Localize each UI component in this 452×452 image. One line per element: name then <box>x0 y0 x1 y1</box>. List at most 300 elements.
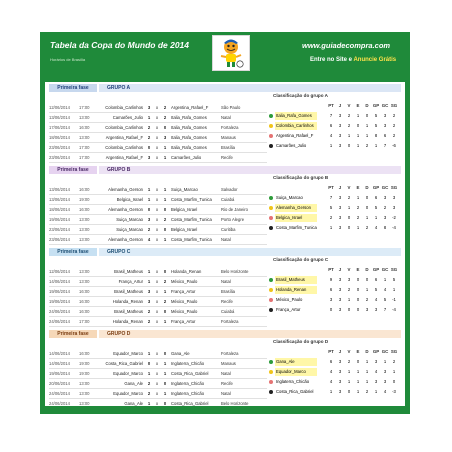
away-score[interactable]: 2 <box>163 115 167 120</box>
standings-col-sg: SG <box>390 349 398 354</box>
away-team: França_Artur <box>171 319 196 324</box>
away-score[interactable]: 1 <box>163 319 167 324</box>
match-venue: Manaus <box>221 135 236 140</box>
standings-team: Costa_Marfim_Tunica <box>276 225 317 230</box>
home-score[interactable]: 4 <box>147 237 151 242</box>
sheet-header <box>40 32 410 78</box>
mascot-logo <box>212 35 250 71</box>
standings-d: 1 <box>365 123 369 128</box>
standings-pt: 6 <box>329 359 333 364</box>
standings-gp: 5 <box>374 287 378 292</box>
standings-sg: 2 <box>392 133 396 138</box>
group-header <box>49 330 401 338</box>
match-time: 13:00 <box>79 135 90 140</box>
standings-col-pt: PT <box>328 267 334 272</box>
home-score[interactable]: 1 <box>147 197 151 202</box>
standings-header <box>273 349 403 357</box>
away-team: Inglaterra_Chicão <box>171 361 205 366</box>
match-date: 19/06/2014 <box>49 289 70 294</box>
score-separator: x <box>155 155 159 160</box>
standings-col-j: J <box>338 267 342 272</box>
standings-sg: -4 <box>392 225 396 230</box>
standings-j: 3 <box>338 379 342 384</box>
away-team: Inglaterra_Chicão <box>171 391 205 396</box>
group-name: GRUPO B <box>99 166 401 174</box>
match-time: 16:00 <box>79 187 90 192</box>
standings-gc: 7 <box>383 143 387 148</box>
away-team: Costa_Marfim_Tunica <box>171 217 212 222</box>
away-score[interactable]: 1 <box>163 391 167 396</box>
standings-e: 1 <box>356 369 360 374</box>
home-score[interactable]: 3 <box>147 155 151 160</box>
match-venue: Natal <box>221 391 231 396</box>
standings-v: 0 <box>347 389 351 394</box>
home-team: Camarões_Julio <box>112 115 143 120</box>
standings-j: 3 <box>338 359 342 364</box>
match-venue: Recife <box>221 299 233 304</box>
away-team: Camarões_Julio <box>171 155 202 160</box>
score-separator: x <box>155 319 159 324</box>
phase-label: Primeira fase <box>49 166 97 174</box>
standings-v: 2 <box>347 123 351 128</box>
away-score[interactable]: 2 <box>163 279 167 284</box>
away-score[interactable]: 0 <box>163 401 167 406</box>
match-venue: Recife <box>221 155 233 160</box>
home-score[interactable]: 1 <box>147 187 151 192</box>
standings-row <box>269 131 403 141</box>
standings-pt: 7 <box>329 113 333 118</box>
away-score[interactable]: 1 <box>163 155 167 160</box>
home-team: Colombia_Carlinhos <box>105 145 143 150</box>
group-panel <box>45 82 405 164</box>
away-team: Italia_Rafa_Gomes <box>171 145 207 150</box>
standings-sg: 1 <box>392 369 396 374</box>
match-time: 19:00 <box>79 197 90 202</box>
standings-e: 1 <box>356 133 360 138</box>
score-separator: x <box>155 381 159 386</box>
position-dot-icon <box>269 196 273 200</box>
standings-v: 1 <box>347 133 351 138</box>
standings-col-v: V <box>347 349 351 354</box>
score-separator: x <box>155 237 159 242</box>
standings-gp: 4 <box>374 369 378 374</box>
home-score[interactable]: 3 <box>147 105 151 110</box>
position-dot-icon <box>269 216 273 220</box>
away-score[interactable]: 2 <box>163 217 167 222</box>
home-team: Argentina_Rafael_F <box>105 155 143 160</box>
home-score[interactable]: 1 <box>147 279 151 284</box>
standings-d: 1 <box>365 369 369 374</box>
away-score[interactable]: 0 <box>163 125 167 130</box>
position-dot-icon <box>269 144 273 148</box>
row-divider <box>49 244 267 245</box>
score-separator: x <box>155 187 159 192</box>
home-score[interactable]: 1 <box>147 371 151 376</box>
match-time: 13:00 <box>79 391 90 396</box>
standings-pt: 4 <box>329 369 333 374</box>
match-venue: Brasília <box>221 145 235 150</box>
standings-v: 2 <box>347 359 351 364</box>
match-date: 24/06/2014 <box>49 319 70 324</box>
standings-team: Holanda_Renan <box>275 286 317 294</box>
away-score[interactable]: 2 <box>163 299 167 304</box>
match-time: 13:00 <box>79 217 90 222</box>
away-score[interactable]: 1 <box>163 361 167 366</box>
standings-team: Equador_Marco <box>275 368 317 376</box>
position-dot-icon <box>269 298 273 302</box>
home-team: Gana_Ale <box>124 381 143 386</box>
match-venue: Natal <box>221 279 231 284</box>
standings-gc: 1 <box>383 359 387 364</box>
standings-col-e: E <box>356 103 360 108</box>
site-link[interactable]: www.guiadecompra.com <box>302 41 391 50</box>
match-date: 24/06/2014 <box>49 401 70 406</box>
standings-d: 0 <box>365 195 369 200</box>
standings-e: 1 <box>356 225 360 230</box>
standings-col-pt: PT <box>328 103 334 108</box>
standings-team: Italia_Rafa_Gomes <box>275 112 317 120</box>
home-score[interactable]: 2 <box>147 125 151 130</box>
home-score[interactable]: 0 <box>147 361 151 366</box>
standings-sg: -4 <box>392 307 396 312</box>
position-dot-icon <box>269 278 273 282</box>
position-dot-icon <box>269 360 273 364</box>
group-panel <box>45 164 405 246</box>
score-separator: x <box>155 227 159 232</box>
standings-sg: 5 <box>392 277 396 282</box>
match-time: 17:00 <box>79 105 90 110</box>
standings-header <box>273 103 403 111</box>
away-team: Italia_Rafa_Gomes <box>171 135 207 140</box>
page-subtitle: Horários de Brasília <box>50 57 86 62</box>
standings-row <box>269 213 403 223</box>
home-score[interactable]: 3 <box>147 289 151 294</box>
standings-pt: 1 <box>329 143 333 148</box>
away-team: México_Paulo <box>171 299 198 304</box>
away-score[interactable]: 1 <box>163 145 167 150</box>
home-score[interactable]: 1 <box>147 115 151 120</box>
standings-gc: 3 <box>383 123 387 128</box>
standings-row <box>269 305 403 315</box>
standings-col-gp: GP <box>372 185 380 190</box>
standings-pt: 4 <box>329 379 333 384</box>
away-score[interactable]: 0 <box>163 269 167 274</box>
match-date: 23/06/2014 <box>49 155 70 160</box>
home-team: Colombia_Carlinhos <box>105 125 143 130</box>
standings-row <box>269 141 403 151</box>
standings-e: 1 <box>356 389 360 394</box>
match-venue: Natal <box>221 115 231 120</box>
match-date: 18/06/2014 <box>49 207 70 212</box>
match-date: 13/06/2014 <box>49 115 70 120</box>
home-score[interactable]: 2 <box>147 227 151 232</box>
standings-gp: 5 <box>374 123 378 128</box>
standings-title: Classificação do grupo A <box>273 93 328 98</box>
standings-team: Gana_Ale <box>275 358 317 366</box>
home-team: Equador_Marco <box>113 371 143 376</box>
away-score[interactable]: 0 <box>163 227 167 232</box>
away-team: Costa_Marfim_Tunica <box>171 237 212 242</box>
standings-e: 2 <box>356 205 360 210</box>
score-separator: x <box>155 105 159 110</box>
standings-v: 3 <box>347 277 351 282</box>
score-separator: x <box>155 197 159 202</box>
home-score[interactable]: 3 <box>147 299 151 304</box>
row-divider <box>49 326 267 327</box>
standings-j: 3 <box>338 297 342 302</box>
away-team: Belgica_Israel <box>171 207 198 212</box>
standings-v: 1 <box>347 297 351 302</box>
match-venue: Porto Alegre <box>221 217 245 222</box>
match-venue: Manaus <box>221 361 236 366</box>
group-name: GRUPO A <box>99 84 401 92</box>
away-score[interactable]: 1 <box>163 289 167 294</box>
standings-j: 3 <box>338 215 342 220</box>
away-score[interactable]: 2 <box>163 105 167 110</box>
standings-col-gp: GP <box>372 103 380 108</box>
away-score[interactable]: 1 <box>163 371 167 376</box>
position-dot-icon <box>269 124 273 128</box>
standings-col-e: E <box>356 185 360 190</box>
standings-gc: 4 <box>383 287 387 292</box>
match-venue: Fortaleza <box>221 319 239 324</box>
standings-j: 3 <box>338 307 342 312</box>
standings-col-d: D <box>365 103 369 108</box>
standings-col-gc: GC <box>381 267 389 272</box>
standings-team: Alemanha_Gerson <box>275 204 317 212</box>
standings-gp: 3 <box>374 359 378 364</box>
match-venue: Brasília <box>221 289 235 294</box>
match-time: 13:00 <box>79 401 90 406</box>
home-score[interactable]: 2 <box>147 135 151 140</box>
away-team: México_Paulo <box>171 309 198 314</box>
standings-sg: 3 <box>392 205 396 210</box>
match-date: 13/06/2014 <box>49 197 70 202</box>
standings-pt: 2 <box>329 215 333 220</box>
home-score[interactable]: 3 <box>147 217 151 222</box>
away-score[interactable]: 1 <box>163 187 167 192</box>
standings-gc: 3 <box>383 369 387 374</box>
home-score[interactable]: 1 <box>147 351 151 356</box>
match-date: 14/06/2014 <box>49 351 70 356</box>
standings-sg: -2 <box>392 215 396 220</box>
match-time: 13:00 <box>79 115 90 120</box>
group-header <box>49 166 401 174</box>
home-score[interactable]: 0 <box>147 145 151 150</box>
standings-gc: 5 <box>383 297 387 302</box>
match-time: 16:00 <box>79 125 90 130</box>
match-venue: Salvador <box>221 187 238 192</box>
standings-d: 2 <box>365 389 369 394</box>
home-team: Argentina_Rafael_F <box>105 135 143 140</box>
standings-e: 0 <box>356 123 360 128</box>
home-score[interactable]: 2 <box>147 391 151 396</box>
group-header <box>49 84 401 92</box>
match-venue: Fortaleza <box>221 125 239 130</box>
standings-gp: 3 <box>374 307 378 312</box>
standings-j: 3 <box>338 143 342 148</box>
standings-col-sg: SG <box>390 267 398 272</box>
standings-pt: 4 <box>329 133 333 138</box>
home-team: Colombia_Carlinhos <box>105 105 143 110</box>
score-separator: x <box>155 279 159 284</box>
standings-team: Camarões_Julio <box>276 143 307 148</box>
home-team: Alemanha_Gerson <box>108 237 143 242</box>
standings-col-d: D <box>365 185 369 190</box>
match-time: 16:00 <box>79 299 90 304</box>
away-score[interactable]: 0 <box>163 351 167 356</box>
match-venue: Belo Horizonte <box>221 401 249 406</box>
home-score[interactable]: 0 <box>147 207 151 212</box>
standings-team: Suiça_Marcao <box>276 195 303 200</box>
standings-j: 3 <box>338 113 342 118</box>
match-venue: Natal <box>221 237 231 242</box>
match-date: 20/06/2014 <box>49 381 70 386</box>
score-separator: x <box>155 351 159 356</box>
score-separator: x <box>155 299 159 304</box>
home-score[interactable]: 2 <box>147 309 151 314</box>
standings-d: 0 <box>365 205 369 210</box>
home-team: Alemanha_Gerson <box>108 187 143 192</box>
standings-e: 1 <box>356 379 360 384</box>
home-score[interactable]: 1 <box>147 401 151 406</box>
standings-sg: 3 <box>392 195 396 200</box>
standings-team: Argentina_Rafael_F <box>276 133 314 138</box>
standings-pt: 6 <box>329 123 333 128</box>
standings-gp: 4 <box>374 225 378 230</box>
standings-pt: 5 <box>329 205 333 210</box>
standings-row <box>269 111 403 121</box>
cta-prefix: Entre no Site e <box>310 57 354 63</box>
away-team: Italia_Rafa_Gomes <box>171 125 207 130</box>
standings-row <box>269 295 403 305</box>
match-date: 24/06/2014 <box>49 309 70 314</box>
standings-v: 2 <box>347 113 351 118</box>
score-separator: x <box>155 145 159 150</box>
home-team: Equador_Marco <box>113 391 143 396</box>
standings-col-pt: PT <box>328 185 334 190</box>
match-date: 13/06/2014 <box>49 187 70 192</box>
standings-header <box>273 185 403 193</box>
home-team: Brasil_Matheus <box>114 269 143 274</box>
home-team: Brasil_Matheus <box>114 289 143 294</box>
position-dot-icon <box>269 288 273 292</box>
standings-gc: 7 <box>383 307 387 312</box>
standings-sg: -3 <box>392 389 396 394</box>
standings-j: 3 <box>338 389 342 394</box>
standings-col-gc: GC <box>381 349 389 354</box>
standings-j: 3 <box>338 133 342 138</box>
standings-col-v: V <box>347 267 351 272</box>
standings-d: 3 <box>365 307 369 312</box>
standings-v: 0 <box>347 307 351 312</box>
standings-row <box>269 275 403 285</box>
home-score[interactable]: 1 <box>147 269 151 274</box>
standings-j: 3 <box>338 205 342 210</box>
standings-team: Colombia_Carlinhos <box>275 122 317 130</box>
score-separator: x <box>155 269 159 274</box>
match-time: 16:00 <box>79 289 90 294</box>
phase-label: Primeira fase <box>49 330 97 338</box>
standings-gc: 3 <box>383 113 387 118</box>
standings-d: 1 <box>365 133 369 138</box>
phase-label: Primeira fase <box>49 248 97 256</box>
score-separator: x <box>155 207 159 212</box>
match-venue: Fortaleza <box>221 351 239 356</box>
standings-j: 3 <box>338 369 342 374</box>
standings-gp: 1 <box>374 389 378 394</box>
standings-v: 0 <box>347 225 351 230</box>
match-venue: Curitiba <box>221 227 236 232</box>
standings-team: Inglaterra_Chicão <box>276 379 310 384</box>
match-venue: Belo Horizonte <box>221 269 249 274</box>
standings-gc: 4 <box>383 389 387 394</box>
standings-pt: 7 <box>329 195 333 200</box>
standings-pt: 3 <box>329 297 333 302</box>
match-date: 19/06/2014 <box>49 217 70 222</box>
away-score[interactable]: 3 <box>163 135 167 140</box>
standings-d: 1 <box>365 379 369 384</box>
world-cup-table-sheet <box>40 32 410 414</box>
match-date: 23/06/2014 <box>49 237 70 242</box>
away-team: Italia_Rafa_Gomes <box>171 115 207 120</box>
standings-v: 2 <box>347 195 351 200</box>
standings-e: 1 <box>356 195 360 200</box>
away-score[interactable]: 1 <box>163 197 167 202</box>
standings-gp: 6 <box>374 195 378 200</box>
away-score[interactable]: 1 <box>163 237 167 242</box>
away-team: Costa_Rica_Gabriel <box>171 371 209 376</box>
home-team: França_Artur <box>118 279 143 284</box>
standings-e: 0 <box>356 287 360 292</box>
home-score[interactable]: 2 <box>147 381 151 386</box>
match-time: 16:00 <box>79 309 90 314</box>
standings-col-sg: SG <box>390 185 398 190</box>
standings-col-e: E <box>356 349 360 354</box>
away-score[interactable]: 0 <box>163 381 167 386</box>
away-score[interactable]: 0 <box>163 309 167 314</box>
standings-sg: 0 <box>392 379 396 384</box>
standings-row <box>269 193 403 203</box>
score-separator: x <box>155 125 159 130</box>
standings-col-gc: GC <box>381 103 389 108</box>
match-venue: São Paulo <box>221 105 241 110</box>
score-separator: x <box>155 391 159 396</box>
match-time: 13:00 <box>79 237 90 242</box>
match-date: 18/06/2014 <box>49 135 70 140</box>
match-date: 19/06/2014 <box>49 299 70 304</box>
score-separator: x <box>155 371 159 376</box>
standings-col-sg: SG <box>390 103 398 108</box>
match-time: 17:00 <box>79 319 90 324</box>
away-team: México_Paulo <box>171 279 198 284</box>
standings-j: 3 <box>338 225 342 230</box>
standings-v: 1 <box>347 379 351 384</box>
away-score[interactable]: 0 <box>163 207 167 212</box>
position-dot-icon <box>269 114 273 118</box>
match-time: 19:00 <box>79 361 90 366</box>
standings-gp: 6 <box>374 277 378 282</box>
home-score[interactable]: 2 <box>147 319 151 324</box>
standings-pt: 1 <box>329 225 333 230</box>
score-separator: x <box>155 401 159 406</box>
match-date: 23/06/2014 <box>49 145 70 150</box>
standings-sg: 2 <box>392 123 396 128</box>
standings-gc: 1 <box>383 277 387 282</box>
cta-link[interactable] <box>310 57 396 63</box>
home-team: Equador_Marco <box>113 351 143 356</box>
standings-d: 0 <box>365 113 369 118</box>
